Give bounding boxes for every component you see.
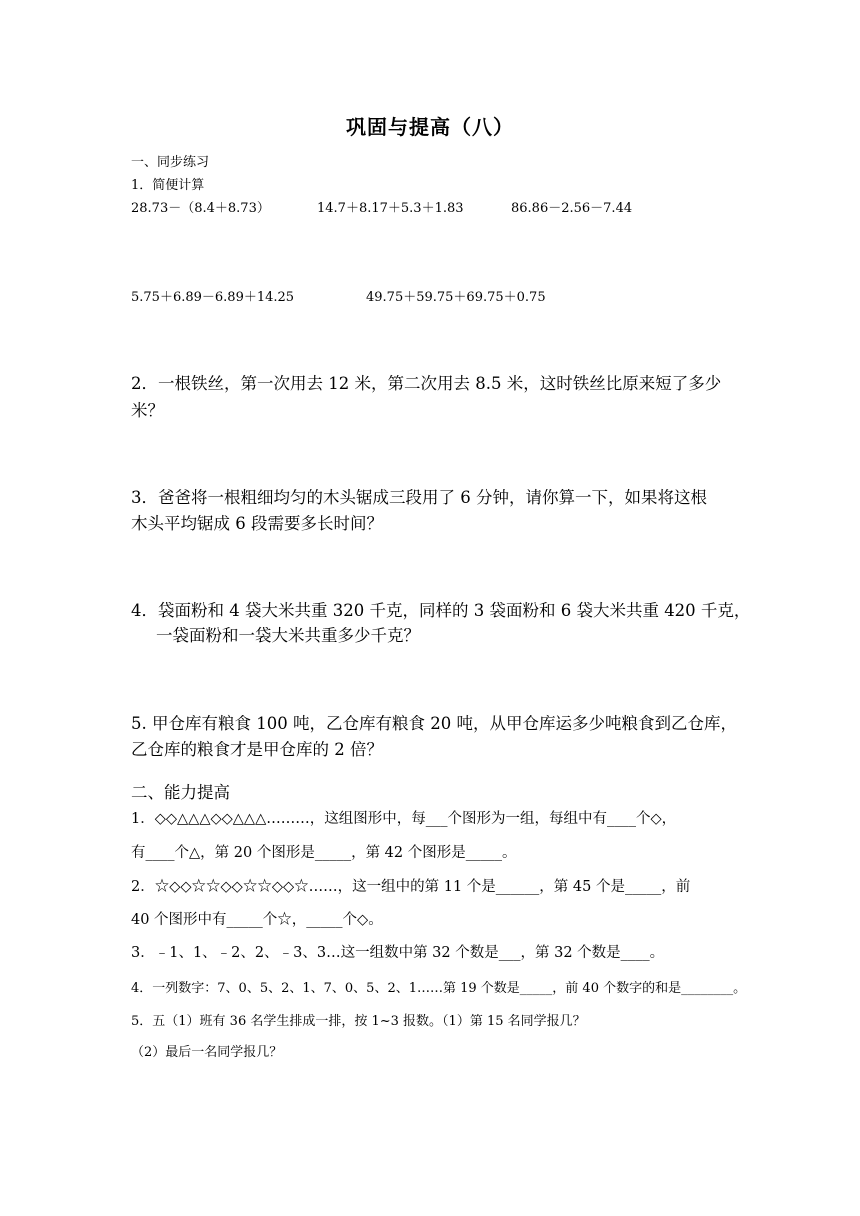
section-2-heading: 二、能力提高 <box>131 783 230 802</box>
calc-expression-3: 86.86－2.56－7.44 <box>511 201 633 216</box>
question-3-line-1: 3．爸爸将一根粗细均匀的木头锯成三段用了 6 分钟，请你算一下，如果将这根 <box>131 488 707 507</box>
problem-5-line-1: 5．五（1）班有 36 名学生排成一排，按 1~3 报数。（1）第 15 名同学报几？ <box>131 1014 586 1029</box>
problem-5-line-2: （2）最后一名同学报几？ <box>131 1045 283 1060</box>
calc-expression-5: 49.75＋59.75＋69.75＋0.75 <box>366 290 546 305</box>
calc-expression-2: 14.7＋8.17＋5.3＋1.83 <box>317 201 464 216</box>
question-3-line-2: 木头平均锯成 6 段需要多长时间？ <box>131 514 383 533</box>
question-5-line-1: 5. 甲仓库有粮食 100 吨，乙仓库有粮食 20 吨，从甲仓库运多少吨粮食到乙仓库， <box>131 714 737 733</box>
problem-1-line-1: 1．◇◇△△△◇◇△△△………，这组图形中，每___个图形为一组，每组中有____个◇， <box>131 811 677 827</box>
question-4-line-1: 4．袋面粉和 4 袋大米共重 320 千克，同样的 3 袋面粉和 6 袋大米共重 420 千克， <box>131 601 751 620</box>
page-title: 巩固与提高（八） <box>346 115 514 139</box>
question-2-line-1: 2．一根铁丝，第一次用去 12 米，第二次用去 8.5 米，这时铁丝比原来短了多少 <box>131 374 722 393</box>
question-5-line-2: 乙仓库的粮食才是甲仓库的 2 倍？ <box>131 740 383 759</box>
question-1-label: 1．简便计算 <box>131 178 205 193</box>
question-2-line-2: 米？ <box>131 401 164 420</box>
calc-expression-1: 28.73－（8.4＋8.73） <box>131 201 270 216</box>
problem-3: 3．﹣1、1、﹣2、2、﹣3、3…这一组数中第 32 个数是___，第 32 个数是____。 <box>131 945 665 961</box>
section-1-heading: 一、同步练习 <box>131 155 210 170</box>
problem-1-line-2: 有____个△，第 20 个图形是_____，第 42 个图形是_____。 <box>131 845 517 861</box>
problem-4: 4．一列数字：7、0、5、2、1、7、0、5、2、1……第 19 个数是_____，前 40 个数字的和是________。 <box>131 981 747 996</box>
calc-expression-4: 5.75＋6.89－6.89＋14.25 <box>131 290 295 305</box>
problem-2-line-2: 40 个图形中有_____个☆，_____个◇。 <box>131 912 383 928</box>
question-4-line-2: 一袋面粉和一袋大米共重多少千克？ <box>156 626 420 645</box>
problem-2-line-1: 2．☆◇◇☆☆◇◇☆☆◇◇☆……，这一组中的第 11 个是______，第 45 个是_____，前 <box>131 879 691 895</box>
